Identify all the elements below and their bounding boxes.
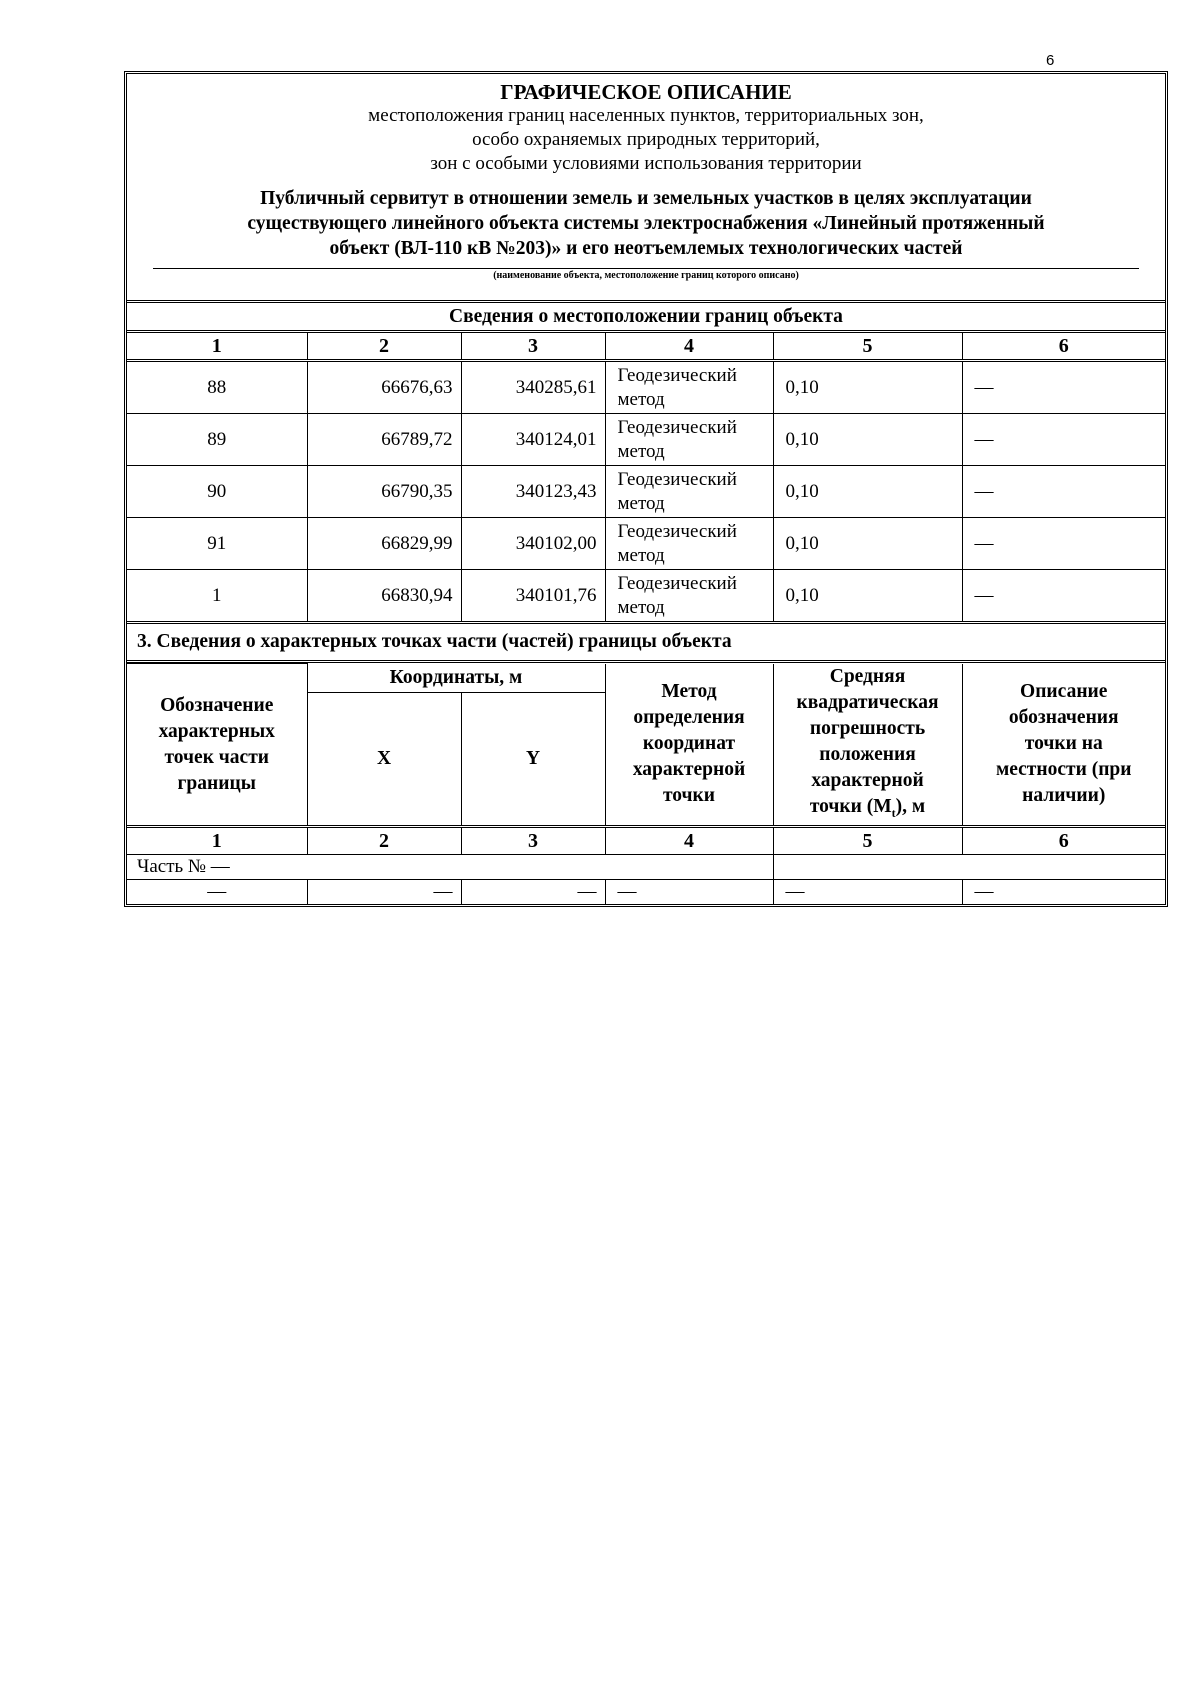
description: —	[962, 361, 1165, 414]
method-line-1: Геодезический	[617, 520, 737, 542]
method	[605, 518, 773, 570]
method-line-2: метод	[617, 388, 665, 410]
header-line: точки на	[1024, 733, 1103, 755]
part-label-empty	[773, 855, 1165, 880]
header-y: Y	[461, 693, 605, 827]
empty-cell: —	[605, 880, 773, 905]
header-line: точки	[662, 785, 716, 807]
point-id: 91	[127, 518, 307, 570]
method-line-1: Геодезический	[617, 468, 737, 490]
header-subscript: t	[891, 805, 896, 820]
header-line: координат	[642, 733, 736, 755]
header-line: Описание	[1020, 681, 1108, 703]
coord-x: 66789,72	[307, 414, 461, 466]
table-row	[127, 570, 1165, 623]
header-line: Метод	[661, 681, 717, 703]
header-line: квадратическая	[796, 691, 939, 713]
description: —	[962, 414, 1165, 466]
header-line	[774, 794, 962, 826]
coord-y: 340102,00	[461, 518, 605, 570]
method-line-1: Геодезический	[617, 364, 737, 386]
header-line: границы	[177, 772, 256, 794]
method-line-2: метод	[617, 440, 665, 462]
section3-title: 3. Сведения о характерных точках части (частей) границы объекта	[127, 624, 1165, 663]
header-line: обозначения	[1008, 707, 1119, 729]
part-empty-row	[127, 880, 1165, 905]
method-line-1: Геодезический	[617, 416, 737, 438]
coord-y: 340124,01	[461, 414, 605, 466]
method-line-2: метод	[617, 492, 665, 514]
table-row	[127, 361, 1165, 414]
boundary-points-table	[127, 333, 1165, 624]
table-row	[127, 518, 1165, 570]
empty-cell: —	[773, 880, 962, 905]
object-underline	[153, 268, 1139, 269]
coord-x: 66790,35	[307, 466, 461, 518]
point-id: 90	[127, 466, 307, 518]
empty-cell: —	[962, 880, 1165, 905]
header-line: положения	[819, 743, 916, 765]
part-points-table	[127, 663, 1165, 904]
col-number: 1	[127, 827, 307, 855]
empty-cell: —	[461, 880, 605, 905]
error: 0,10	[773, 414, 962, 466]
header-x: X	[307, 693, 461, 827]
document-title: ГРАФИЧЕСКОЕ ОПИСАНИЕ	[500, 80, 792, 104]
part-label: Часть № —	[127, 855, 773, 880]
error: 0,10	[773, 361, 962, 414]
coord-x: 66829,99	[307, 518, 461, 570]
column-numbers-row	[127, 333, 1165, 361]
header-line: наличии)	[1022, 785, 1106, 807]
header-line: характерных	[158, 720, 275, 742]
method-line-2: метод	[617, 596, 665, 618]
col-number: 3	[461, 827, 605, 855]
header-line-suffix: ), м	[895, 795, 926, 817]
coord-y: 340285,61	[461, 361, 605, 414]
method	[605, 570, 773, 623]
header-method	[605, 664, 773, 827]
col-number: 3	[461, 333, 605, 361]
subtitle-line-3: зон с особыми условиями использования территории	[430, 153, 862, 174]
point-id: 88	[127, 361, 307, 414]
header-coordinates: Координаты, м	[307, 664, 605, 693]
method	[605, 466, 773, 518]
error: 0,10	[773, 466, 962, 518]
document-frame	[124, 71, 1168, 907]
col-number: 2	[307, 827, 461, 855]
header-line: местности (при	[995, 759, 1132, 781]
error: 0,10	[773, 570, 962, 623]
col-number: 5	[773, 827, 962, 855]
document-header	[127, 74, 1165, 303]
object-name-line-3: объект (ВЛ-110 кВ №203)» и его неотъемлемых технологических частей	[329, 238, 963, 259]
empty-cell: —	[307, 880, 461, 905]
col-number: 4	[605, 333, 773, 361]
col-number: 6	[962, 827, 1165, 855]
page-number: 6	[1046, 52, 1055, 69]
method	[605, 361, 773, 414]
header-point-designation	[127, 664, 307, 827]
part-label-row	[127, 855, 1165, 880]
object-name-line-1: Публичный сервитут в отношении земель и земельных участков в целях эксплуатации	[260, 188, 1032, 209]
error: 0,10	[773, 518, 962, 570]
header-line: характерной	[811, 769, 924, 791]
object-name-line-2: существующего линейного объекта системы электроснабжения «Линейный протяженный	[247, 213, 1045, 234]
point-id: 1	[127, 570, 307, 623]
description: —	[962, 570, 1165, 623]
point-id: 89	[127, 414, 307, 466]
coord-x: 66830,94	[307, 570, 461, 623]
col-number: 5	[773, 333, 962, 361]
object-caption: (наименование объекта, местоположение границ которого описано)	[493, 270, 799, 281]
table-row	[127, 414, 1165, 466]
object-name	[127, 186, 1165, 261]
subtitle-line-2: особо охраняемых природных территорий,	[472, 129, 820, 150]
table-row	[127, 466, 1165, 518]
empty-cell: —	[127, 880, 307, 905]
header-mean-error	[773, 664, 962, 827]
description: —	[962, 518, 1165, 570]
method	[605, 414, 773, 466]
header-line: Обозначение	[160, 694, 274, 716]
col-number: 2	[307, 333, 461, 361]
col-number: 4	[605, 827, 773, 855]
section2-title: Сведения о местоположении границ объекта	[127, 303, 1165, 333]
part-column-numbers-row	[127, 827, 1165, 855]
coord-y: 340101,76	[461, 570, 605, 623]
header-line: определения	[633, 707, 745, 729]
header-line-prefix: точки (M	[809, 795, 892, 817]
col-number: 6	[962, 333, 1165, 361]
coord-y: 340123,43	[461, 466, 605, 518]
subtitle-line-1: местоположения границ населенных пунктов, территориальных зон,	[368, 105, 924, 126]
part-table-header-row-1	[127, 664, 1165, 693]
header-line: Средняя	[829, 665, 906, 687]
header-description	[962, 664, 1165, 827]
col-number: 1	[127, 333, 307, 361]
header-line: точек части	[164, 746, 270, 768]
method-line-1: Геодезический	[617, 572, 737, 594]
header-line: погрешность	[809, 717, 926, 739]
header-line: характерной	[632, 759, 746, 781]
coord-x: 66676,63	[307, 361, 461, 414]
description: —	[962, 466, 1165, 518]
method-line-2: метод	[617, 544, 665, 566]
